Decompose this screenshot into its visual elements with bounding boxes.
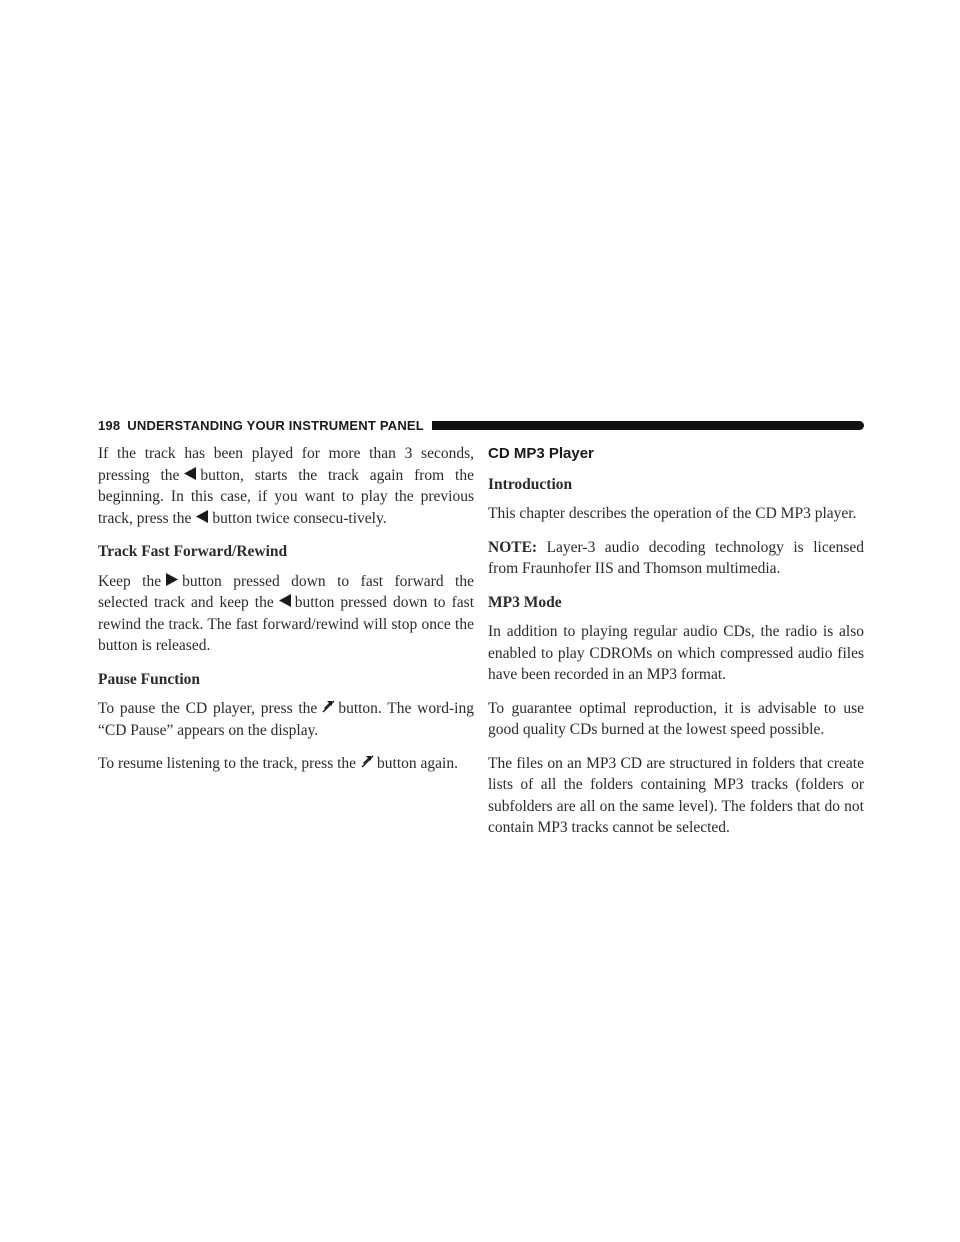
header-bar	[432, 421, 864, 430]
paragraph-folders: The files on an MP3 CD are structured in folders that create lists of all the folders containing MP3 tracks (folders or subfolders are all on the same level). The folders that do not contain MP3 tracks cannot be selected.	[488, 754, 864, 836]
triangle-left-icon	[278, 594, 292, 607]
paragraph-note	[488, 537, 864, 580]
heading-introduction: Introduction	[488, 475, 573, 493]
left-column	[98, 443, 474, 787]
triangle-right-icon	[165, 573, 179, 586]
mute-pause-icon	[360, 755, 374, 768]
paragraph-mp3-mode: In addition to playing regular audio CDs, the radio is also enabled to play CDROMs on which compressed audio files have been recorded in an MP3 format.	[488, 623, 864, 683]
page-header	[98, 415, 864, 435]
right-column	[488, 443, 864, 851]
heading-mp3-mode: MP3 Mode	[488, 593, 562, 611]
paragraph-resume: To resume listening to the track, press the button again.	[98, 755, 458, 772]
triangle-left-icon	[183, 467, 197, 480]
heading-track-fast-forward: Track Fast Forward/Rewind	[98, 543, 288, 560]
note-label: NOTE:	[488, 538, 538, 556]
triangle-left-icon	[195, 510, 209, 523]
paragraph-introduction: This chapter describes the operation of the CD MP3 player.	[488, 505, 857, 522]
paragraph-fast-forward: Keep the button pressed down to fast forward the selected track and keep the button pressed down to fast rewind the track. The fast forward/rewind will stop once the button is released.	[98, 572, 475, 654]
note-text: Layer-3 audio decoding technology is licensed from Fraunhofer IIS and Thomson multimedia.	[488, 538, 864, 577]
mute-pause-icon	[321, 700, 335, 713]
paragraph-previous-track: If the track has been played for more than 3 seconds, pressing the button, starts the track again from the beginning. In this case, if you want to play the previous track, press the button twice consecu-tively.	[98, 445, 474, 527]
heading-pause-function: Pause Function	[98, 670, 201, 688]
page-number: 198	[98, 417, 121, 433]
heading-cd-mp3-player: CD MP3 Player	[488, 445, 594, 462]
paragraph-guarantee: To guarantee optimal reproduction, it is advisable to use good quality CDs burned at the lowest speed possible.	[488, 699, 864, 738]
paragraph-pause: To pause the CD player, press the button. The word-ing “CD Pause” appears on the display.	[98, 700, 474, 739]
section-title: UNDERSTANDING YOUR INSTRUMENT PANEL	[127, 417, 424, 433]
